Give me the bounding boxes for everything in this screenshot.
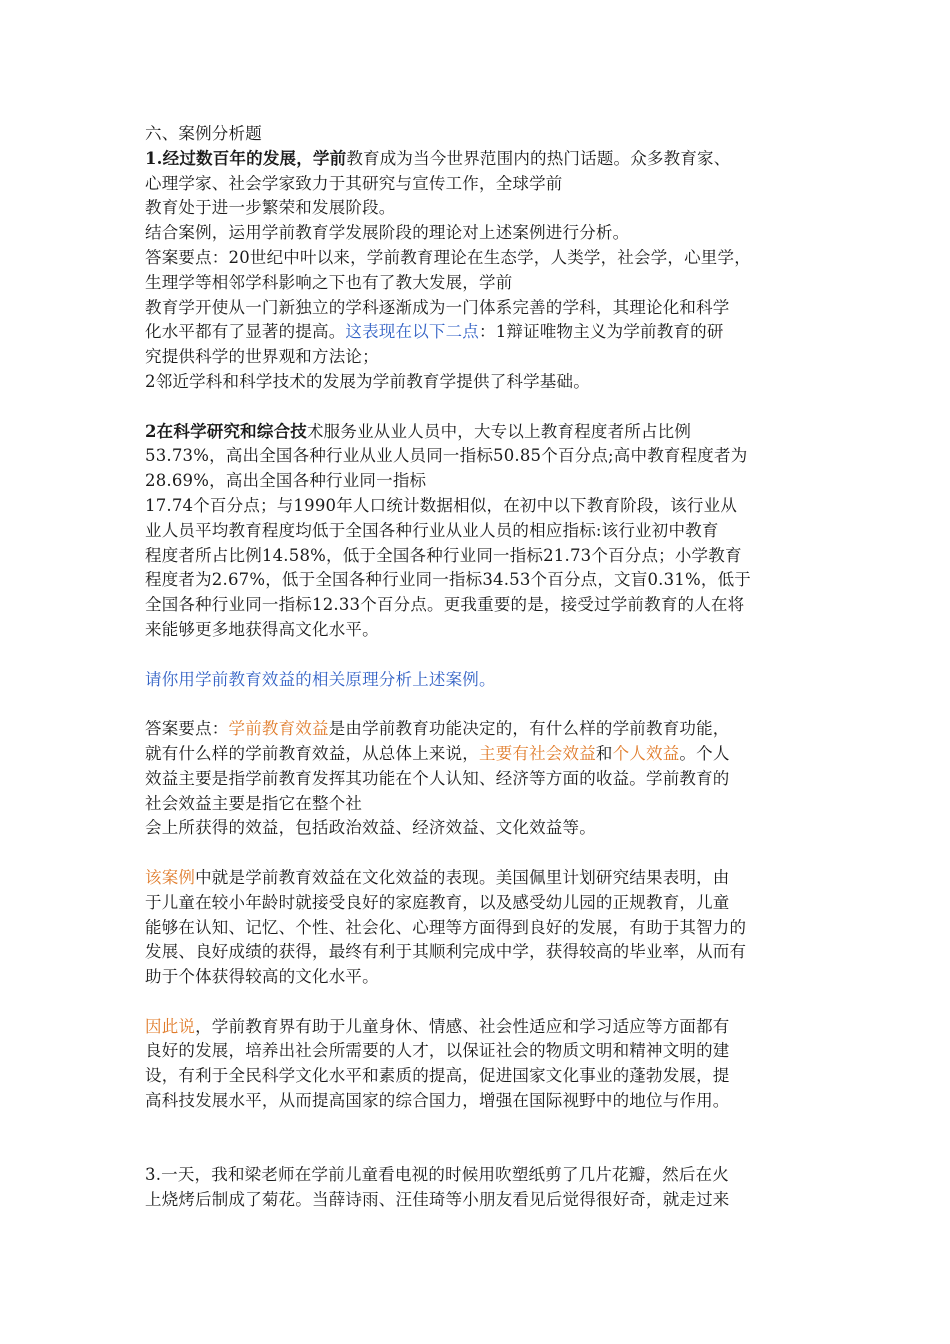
case2-line-9: 来能够更多地获得高文化水平。 bbox=[145, 619, 379, 639]
case1-answer-3: 教育学开使从一门新独立的学科逐渐成为一门体系完善的学科，其理论化和科学 bbox=[145, 297, 730, 317]
case-3 bbox=[145, 1163, 815, 1213]
case1-answer-4-post: ：1辩证唯物主义为学前教育的研 bbox=[479, 322, 724, 342]
highlight-blue: 这表现在以下二点 bbox=[345, 322, 480, 342]
document-body bbox=[145, 122, 815, 1213]
case1-answer-4-pre: 化水平都有了显著的提高。 bbox=[145, 322, 346, 342]
case1-answer-4 bbox=[145, 320, 815, 345]
case2-answer-2 bbox=[145, 742, 815, 767]
case2-line-7: 程度者为2.67%，低于全国各种行业同一指标34.53个百分点，文盲0.31%，低于 bbox=[145, 570, 751, 590]
case2-question: 请你用学前教育效益的相关原理分析上述案例。 bbox=[145, 669, 496, 689]
case1-answer-2: 生理学等相邻学科影响之下也有了教大发展，学前 bbox=[145, 272, 513, 292]
case2-para2-line-4: 发展、良好成绩的获得，最终有利于其顺利完成中学，获得较高的毕业率，从而有 bbox=[145, 942, 747, 962]
case1-answer-6: 2邻近学科和科学技术的发展为学前教育学提供了科学基础。 bbox=[145, 371, 590, 391]
case2-answer-3: 效益主要是指学前教育发挥其功能在个人认知、经济等方面的收益。学前教育的 bbox=[145, 768, 730, 788]
case2-line-8: 全国各种行业同一指标12.33个百分点。更我重要的是，接受过学前教育的人在将 bbox=[145, 595, 745, 615]
case2-answer-2-mid: 和 bbox=[595, 743, 613, 763]
case2-para2-line-5: 助于个体获得较高的文化水平。 bbox=[145, 967, 379, 987]
case2-para2-line-1 bbox=[145, 866, 815, 891]
section-title: 六、案例分析题 bbox=[145, 124, 262, 143]
spacer bbox=[145, 990, 815, 1015]
highlight-orange: 学前教育效益 bbox=[228, 719, 329, 739]
case1-question: 结合案例，运用学前教育学发展阶段的理论对上述案例进行分析。 bbox=[145, 223, 630, 243]
case2-line-1 bbox=[145, 420, 815, 445]
case2-para3-line-2: 良好的发展，培养出社会所需要的人才，以保证社会的物质文明和精神文明的建 bbox=[145, 1041, 730, 1061]
case1-line-1-rest: 教育成为当今世界范围内的热门话题。众多教育家、 bbox=[346, 148, 731, 168]
spacer bbox=[145, 643, 815, 668]
case2-line-4: 17.74个百分点；与1990年人口统计数据相似，在初中以下教育阶段，该行业从 bbox=[145, 495, 738, 515]
case2-para3-line-3: 设，有利于全民科学文化水平和素质的提高，促进国家文化事业的蓬勃发展，提 bbox=[145, 1066, 730, 1086]
case2-answer-2-pre: 就有什么样的学前教育效益，从总体上来说， bbox=[145, 743, 479, 763]
spacer bbox=[145, 841, 815, 866]
case2-para3-line-1 bbox=[145, 1015, 815, 1040]
case1-lead-bold: 1.经过数百年的发展，学前 bbox=[145, 148, 347, 168]
case1-line-2: 心理学家、社会学家致力于其研究与宣传工作，全球学前 bbox=[145, 173, 563, 193]
highlight-orange: 该案例 bbox=[145, 867, 196, 887]
case2-answer-5: 会上所获得的效益，包括政治效益、经济效益、文化效益等。 bbox=[145, 818, 596, 838]
case2-para2-line-3: 能够在认知、记忆、个性、社会化、心理等方面得到良好的发展，有助于其智力的 bbox=[145, 917, 747, 937]
case-1 bbox=[145, 147, 815, 395]
case2-answer-1-post: 是由学前教育功能决定的，有什么样的学前教育功能， bbox=[328, 719, 730, 739]
case1-line-3: 教育处于进一步繁荣和发展阶段。 bbox=[145, 198, 396, 218]
case3-line-1: 3.一天，我和梁老师在学前儿童看电视的时候用吹塑纸剪了几片花瓣，然后在火 bbox=[145, 1165, 729, 1185]
case2-line-3: 28.69%，高出全国各种行业同一指标 bbox=[145, 471, 427, 491]
case2-answer-1-pre: 答案要点： bbox=[145, 719, 229, 739]
case1-line-1 bbox=[145, 147, 815, 172]
case2-answer-2-post: 。个人 bbox=[679, 743, 730, 763]
case2-line-2: 53.73%，高出全国各种行业从业人员同一指标50.85个百分点;高中教育程度者为 bbox=[145, 446, 748, 466]
case2-lead-bold: 2在科学研究和综合技 bbox=[145, 421, 307, 441]
case3-line-2: 上烧烤后制成了菊花。当薛诗雨、汪佳琦等小朋友看见后觉得很好奇，就走过来 bbox=[145, 1190, 730, 1210]
case2-para3-line-4: 高科技发展水平，从而提高国家的综合国力，增强在国际视野中的地位与作用。 bbox=[145, 1091, 730, 1111]
case-2 bbox=[145, 420, 815, 1114]
case2-line-1-rest: 术服务业从业人员中，大专以上教育程度者所占比例 bbox=[306, 421, 692, 441]
case2-para2-line-1-post: 中就是学前教育效益在文化效益的表现。美国佩里计划研究结果表明，由 bbox=[195, 867, 730, 887]
case2-para3-line-1-post: ，学前教育界有助于儿童身休、情感、社会性适应和学习适应等方面都有 bbox=[195, 1016, 730, 1036]
case2-answer-1 bbox=[145, 717, 815, 742]
case2-para2-line-2: 于儿童在较小年龄时就接受良好的家庭教育，以及感受幼儿园的正规教育，儿童 bbox=[145, 892, 730, 912]
highlight-orange: 个人效益 bbox=[612, 743, 680, 763]
case2-answer-4: 社会效益主要是指它在整个社 bbox=[145, 793, 363, 813]
spacer bbox=[145, 395, 815, 420]
highlight-orange: 主要有社会效益 bbox=[479, 743, 596, 763]
case2-line-5: 业人员平均教育程度均低于全国各种行业从业人员的相应指标:该行业初中教育 bbox=[145, 520, 719, 540]
case1-answer-1: 答案要点：20世纪中叶以来，学前教育理论在生态学，人类学，社会学，心里学， bbox=[145, 247, 751, 267]
case1-answer-5: 究提供科学的世界观和方法论； bbox=[145, 347, 379, 367]
highlight-orange: 因此说 bbox=[145, 1016, 196, 1036]
spacer bbox=[145, 1114, 815, 1164]
spacer bbox=[145, 692, 815, 717]
case2-line-6: 程度者所占比例14.58%，低于全国各种行业同一指标21.73个百分点；小学教育 bbox=[145, 545, 742, 565]
